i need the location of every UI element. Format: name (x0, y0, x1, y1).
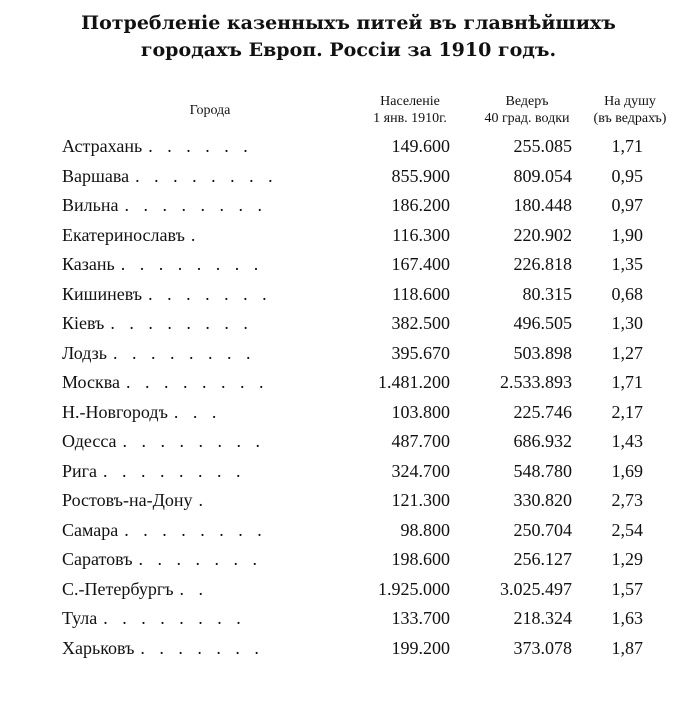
city-name: Харьковъ (62, 637, 135, 658)
per-capita-cell: 2,73 (611, 490, 643, 510)
city-name: Рига (62, 460, 98, 481)
dot-leader: . . . . . . . . (124, 195, 267, 215)
city-cell (62, 520, 267, 541)
table-row (0, 575, 697, 605)
dot-leader: . . . . . . . . (103, 608, 246, 628)
population-cell: 116.300 (392, 224, 450, 245)
per-capita-cell: 2,54 (611, 519, 643, 540)
dot-leader: . . . . . . . (140, 637, 264, 658)
per-capita-cell: 1,30 (611, 313, 643, 333)
city-name: Кіевъ (62, 313, 105, 333)
table-row (0, 191, 697, 221)
population-cell: 198.600 (391, 549, 450, 569)
header-population-line-2: 1 янв. 1910г. (373, 111, 447, 126)
city-name: Самара (62, 519, 119, 540)
city-name: С.-Петербургъ (62, 578, 174, 599)
per-capita-cell: 1,87 (611, 637, 643, 658)
dot-leader: . . . . . . . . (135, 165, 278, 186)
per-capita-cell: 1,69 (611, 460, 643, 481)
population-cell: 149.600 (391, 136, 450, 156)
per-capita-cell: 1,90 (611, 224, 643, 245)
city-name: Н.-Новгородъ (62, 401, 168, 422)
buckets-cell: 226.818 (513, 254, 572, 274)
dot-leader: . . . . . . . . (103, 460, 246, 481)
city-name: Москва (62, 372, 120, 392)
table-row (0, 309, 697, 339)
header-buckets-line-1: Ведеръ (505, 94, 549, 109)
buckets-cell: 373.078 (513, 637, 572, 658)
population-cell: 855.900 (391, 165, 450, 186)
table-row (0, 280, 697, 310)
population-cell: 382.500 (391, 313, 450, 333)
buckets-cell: 220.902 (513, 224, 572, 245)
city-name: Ростовъ-на-Дону (62, 490, 193, 510)
population-cell: 186.200 (391, 195, 450, 215)
per-capita-cell: 0,68 (611, 283, 643, 304)
buckets-cell: 250.704 (513, 519, 572, 540)
per-capita-cell: 1,71 (611, 372, 643, 392)
table-row (0, 634, 697, 664)
dot-leader: . . . . . . . . (112, 342, 256, 363)
dot-leader: . . . . . . (148, 136, 253, 156)
dot-leader: . . . . . . . . (122, 431, 266, 451)
dot-leader: . . . . . . . . (126, 372, 269, 392)
population-cell: 98.800 (400, 519, 450, 540)
table-row (0, 457, 697, 487)
buckets-cell: 809.054 (513, 165, 572, 186)
city-cell (62, 343, 255, 364)
city-name: Варшава (62, 165, 130, 186)
city-name: Кишиневъ (62, 283, 143, 304)
city-cell (62, 284, 272, 305)
dot-leader: . . . . . . . (138, 549, 263, 569)
per-capita-cell: 1,29 (611, 549, 643, 569)
buckets-cell: 80.315 (522, 283, 572, 304)
dot-leader: . . (179, 578, 209, 599)
header-buckets (462, 93, 592, 127)
buckets-cell: 218.324 (513, 608, 572, 628)
population-cell: 1.925.000 (378, 578, 450, 599)
header-population (350, 93, 470, 127)
per-capita-cell: 1,43 (611, 431, 643, 451)
table-row (0, 221, 697, 251)
city-cell (62, 490, 208, 511)
per-capita-cell: 2,17 (611, 401, 643, 422)
city-cell (62, 166, 278, 187)
data-table (0, 132, 697, 663)
population-cell: 1.481.200 (378, 372, 450, 392)
table-row (0, 604, 697, 634)
population-cell: 167.400 (391, 254, 450, 274)
dot-leader: . . . . . . . . (110, 313, 253, 333)
city-cell (62, 225, 200, 246)
buckets-cell: 255.085 (513, 136, 572, 156)
city-cell (62, 638, 264, 659)
city-cell (62, 431, 265, 452)
dot-leader: . (190, 224, 201, 245)
buckets-cell: 256.127 (513, 549, 572, 569)
table-row (0, 162, 697, 192)
city-cell (62, 608, 246, 629)
document-title-line-2: городахъ Европ. Россіи за 1910 годъ. (140, 39, 557, 61)
buckets-cell: 180.448 (513, 195, 572, 215)
per-capita-cell: 1,71 (611, 136, 643, 156)
city-cell (62, 372, 269, 393)
population-cell: 133.700 (391, 608, 450, 628)
table-row (0, 427, 697, 457)
header-buckets-line-2: 40 град. водки (484, 111, 570, 126)
header-population-line-1: Населеніе (380, 94, 440, 109)
per-capita-cell: 1,35 (611, 254, 643, 274)
buckets-cell: 225.746 (513, 401, 572, 422)
city-cell (62, 402, 221, 423)
population-cell: 118.600 (392, 283, 450, 304)
population-cell: 121.300 (391, 490, 450, 510)
table-row (0, 398, 697, 428)
table-row (0, 486, 697, 516)
city-cell (62, 313, 253, 334)
city-name: Одесса (62, 431, 117, 451)
header-city: Города (189, 103, 231, 118)
table-row (0, 516, 697, 546)
dot-leader: . . . . . . . . (124, 519, 267, 540)
city-cell (62, 136, 253, 157)
header-per-capita (580, 93, 680, 127)
table-row (0, 545, 697, 575)
per-capita-cell: 0,97 (611, 195, 643, 215)
header-per-capita-line-1: На душу (604, 94, 656, 109)
city-cell (62, 549, 262, 570)
buckets-cell: 686.932 (513, 431, 572, 451)
population-cell: 395.670 (391, 342, 450, 363)
dot-leader: . . . . . . . (148, 283, 272, 304)
population-cell: 487.700 (391, 431, 450, 451)
city-name: Саратовъ (62, 549, 133, 569)
city-cell (62, 579, 208, 600)
buckets-cell: 496.505 (513, 313, 572, 333)
buckets-cell: 330.820 (513, 490, 572, 510)
buckets-cell: 548.780 (513, 460, 572, 481)
buckets-cell: 3.025.497 (500, 578, 572, 599)
population-cell: 324.700 (391, 460, 450, 481)
table-row (0, 250, 697, 280)
city-cell (62, 195, 267, 216)
per-capita-cell: 1,57 (611, 578, 643, 599)
city-name: Лодзь (62, 342, 107, 363)
population-cell: 103.800 (391, 401, 450, 422)
city-name: Вильна (62, 195, 119, 215)
per-capita-cell: 1,63 (611, 608, 643, 628)
dot-leader: . . . (173, 401, 222, 422)
table-row (0, 368, 697, 398)
per-capita-cell: 0,95 (611, 165, 643, 186)
city-name: Тула (62, 608, 98, 628)
city-name: Казань (62, 254, 115, 274)
city-name: Астрахань (62, 136, 143, 156)
buckets-cell: 2.533.893 (500, 372, 572, 392)
city-cell (62, 254, 263, 275)
header-per-capita-line-2: (въ ведрахъ) (593, 111, 667, 126)
dot-leader: . . . . . . . . (120, 254, 264, 274)
document-title-line-1: Потребленіе казенныхъ питей въ главнѣйшихъ (81, 12, 616, 34)
population-cell: 199.200 (391, 637, 450, 658)
dot-leader: . (198, 490, 209, 510)
table-row (0, 339, 697, 369)
per-capita-cell: 1,27 (611, 342, 643, 363)
buckets-cell: 503.898 (513, 342, 572, 363)
table-row (0, 132, 697, 162)
city-name: Екатеринославъ (62, 224, 185, 245)
city-cell (62, 461, 246, 482)
